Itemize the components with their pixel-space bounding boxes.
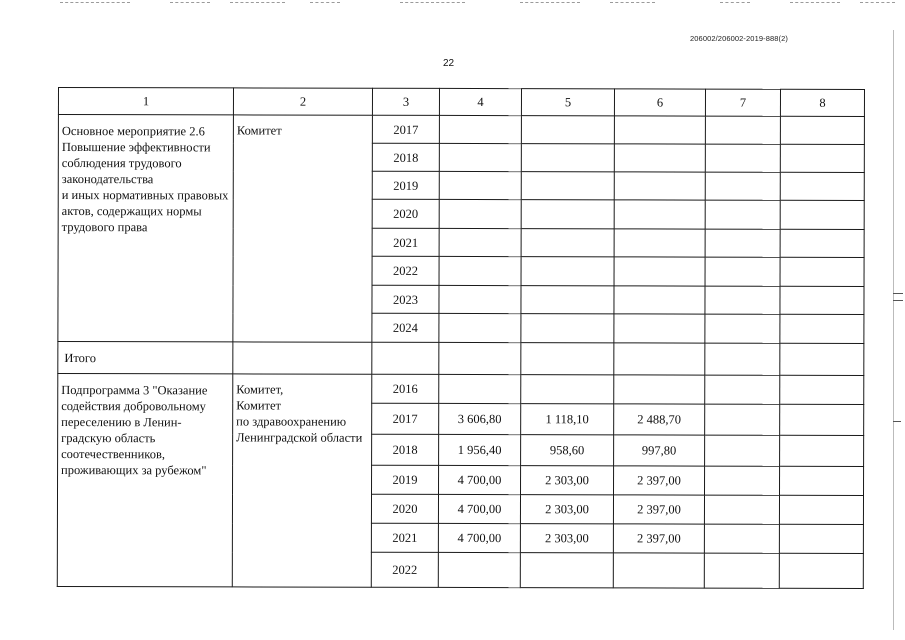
value-cell bbox=[614, 286, 705, 314]
value-cell bbox=[520, 553, 613, 588]
value-cell bbox=[438, 552, 520, 587]
value-cell bbox=[439, 171, 521, 199]
header-cell: 8 bbox=[780, 89, 864, 116]
year-cell: 2019 bbox=[372, 465, 439, 494]
value-cell bbox=[521, 257, 614, 286]
page-number: 22 bbox=[443, 58, 455, 69]
value-cell bbox=[614, 229, 705, 257]
value-cell bbox=[705, 144, 780, 172]
value-cell bbox=[705, 343, 780, 375]
value-cell: 1 118,10 bbox=[521, 404, 614, 435]
year-cell: 2017 bbox=[372, 403, 439, 434]
value-cell bbox=[372, 342, 439, 374]
header-cell: 2 bbox=[233, 88, 372, 115]
value-cell bbox=[780, 343, 864, 375]
value-cell bbox=[233, 342, 372, 374]
value-cell bbox=[705, 172, 780, 200]
report-table-container bbox=[57, 87, 865, 589]
year-cell: 2020 bbox=[371, 494, 438, 523]
header-cell: 1 bbox=[58, 88, 233, 115]
value-cell bbox=[705, 286, 780, 314]
value-cell bbox=[614, 375, 705, 404]
scan-mark bbox=[893, 293, 903, 294]
value-cell bbox=[780, 172, 864, 200]
value-cell bbox=[614, 116, 705, 144]
year-cell: 2021 bbox=[372, 228, 439, 256]
value-cell bbox=[614, 314, 705, 343]
value-cell bbox=[614, 172, 705, 200]
value-cell bbox=[780, 116, 864, 144]
year-cell: 2023 bbox=[372, 285, 439, 313]
header-cell: 7 bbox=[705, 89, 780, 116]
value-cell bbox=[704, 495, 779, 524]
value-cell: 3 606,80 bbox=[439, 403, 521, 434]
year-cell: 2019 bbox=[372, 171, 439, 199]
measure-name-cell: Подпрограмма 3 "Оказание содействия добровольному переселению в Ленин-градскую область соотечественников, проживающих за рубежом" bbox=[57, 374, 233, 587]
value-cell bbox=[613, 553, 704, 588]
value-cell bbox=[521, 229, 614, 257]
value-cell bbox=[705, 314, 780, 343]
value-cell: 4 700,00 bbox=[438, 494, 520, 523]
value-cell bbox=[780, 144, 864, 172]
table-row bbox=[58, 374, 864, 405]
value-cell bbox=[779, 553, 863, 588]
year-cell: 2022 bbox=[371, 552, 438, 587]
executor-cell: Комитет bbox=[233, 115, 373, 342]
value-cell: 2 303,00 bbox=[521, 466, 614, 495]
measure-name-cell: Основное мероприятие 2.6 Повышение эффективности соблюдения трудового законодательства и иных нормативных правовых актов, содержащих нормы трудового права bbox=[58, 115, 234, 342]
value-cell: 2 488,70 bbox=[614, 404, 705, 435]
value-cell bbox=[521, 200, 614, 229]
value-cell bbox=[439, 256, 521, 285]
value-cell bbox=[705, 257, 780, 286]
value-cell bbox=[780, 314, 864, 343]
value-cell bbox=[705, 200, 780, 229]
year-cell: 2018 bbox=[372, 143, 439, 171]
value-cell bbox=[705, 435, 780, 466]
value-cell bbox=[779, 495, 863, 524]
value-cell bbox=[780, 435, 864, 466]
value-cell bbox=[780, 229, 864, 257]
value-cell bbox=[521, 144, 614, 172]
year-cell: 2018 bbox=[372, 434, 439, 465]
value-cell bbox=[521, 172, 614, 200]
value-cell bbox=[521, 343, 614, 375]
value-cell bbox=[780, 286, 864, 314]
table-row bbox=[58, 115, 864, 145]
header-cell: 4 bbox=[439, 88, 521, 115]
value-cell bbox=[614, 200, 705, 229]
value-cell bbox=[779, 524, 863, 553]
value-cell: 4 700,00 bbox=[438, 523, 520, 552]
value-cell bbox=[780, 466, 864, 495]
table-body bbox=[57, 88, 864, 589]
value-cell: 958,60 bbox=[521, 435, 614, 466]
header-cell: 3 bbox=[372, 88, 439, 115]
scan-right-edge bbox=[893, 30, 894, 630]
value-cell bbox=[704, 553, 779, 588]
value-cell bbox=[705, 116, 780, 144]
value-cell bbox=[614, 257, 705, 286]
header-cell: 5 bbox=[521, 89, 614, 116]
value-cell bbox=[521, 314, 614, 343]
value-cell bbox=[521, 116, 614, 144]
value-cell bbox=[439, 285, 521, 313]
scan-mark bbox=[893, 300, 903, 301]
value-cell bbox=[521, 375, 614, 404]
value-cell bbox=[780, 257, 864, 286]
value-cell bbox=[705, 229, 780, 257]
scan-mark bbox=[893, 421, 901, 422]
value-cell bbox=[705, 404, 780, 435]
total-row bbox=[58, 342, 864, 376]
value-cell bbox=[439, 342, 521, 374]
value-cell bbox=[521, 286, 614, 314]
value-cell bbox=[439, 228, 521, 256]
year-cell: 2016 bbox=[372, 374, 439, 403]
executor-cell: Комитет, Комитет по здравоохранению Ленинградской области bbox=[232, 374, 372, 587]
document-number: 206002/206002-2019-888(2) bbox=[690, 34, 788, 43]
header-row bbox=[58, 88, 864, 117]
value-cell bbox=[704, 524, 779, 553]
total-label-cell: Итого bbox=[58, 342, 233, 374]
value-cell bbox=[439, 313, 521, 342]
value-cell bbox=[705, 466, 780, 495]
value-cell bbox=[439, 143, 521, 171]
value-cell bbox=[780, 404, 864, 435]
report-table bbox=[57, 87, 865, 589]
value-cell bbox=[780, 200, 864, 229]
value-cell bbox=[439, 374, 521, 403]
value-cell: 2 303,00 bbox=[520, 524, 613, 553]
year-cell: 2020 bbox=[372, 199, 439, 228]
value-cell bbox=[439, 199, 521, 228]
year-cell: 2017 bbox=[372, 115, 439, 143]
value-cell: 997,80 bbox=[614, 435, 705, 466]
value-cell bbox=[705, 375, 780, 404]
year-cell: 2024 bbox=[372, 313, 439, 342]
year-cell: 2022 bbox=[372, 256, 439, 285]
scan-top-edge bbox=[0, 2, 905, 6]
value-cell bbox=[780, 375, 864, 404]
value-cell: 1 956,40 bbox=[439, 434, 521, 465]
header-cell: 6 bbox=[614, 89, 705, 116]
value-cell bbox=[614, 144, 705, 172]
value-cell: 2 303,00 bbox=[520, 495, 613, 524]
value-cell: 4 700,00 bbox=[439, 465, 521, 494]
value-cell: 2 397,00 bbox=[613, 524, 704, 553]
value-cell: 2 397,00 bbox=[613, 495, 704, 524]
value-cell: 2 397,00 bbox=[614, 466, 705, 495]
value-cell bbox=[614, 343, 705, 375]
value-cell bbox=[439, 115, 521, 143]
year-cell: 2021 bbox=[371, 523, 438, 552]
